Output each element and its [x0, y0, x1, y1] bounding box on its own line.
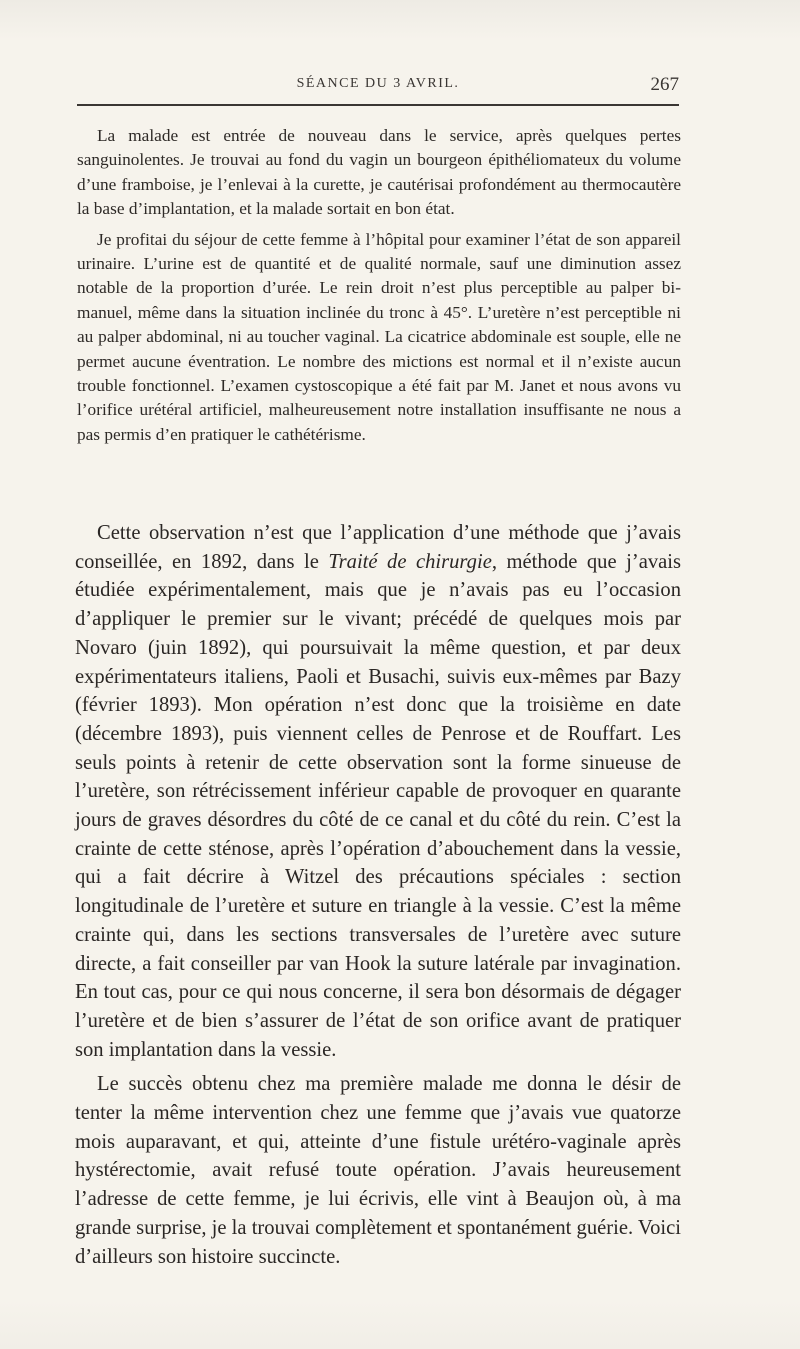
- commentary-paragraph-2: Le succès obtenu chez ma première malade me donna le désir de tenter la même intervention chez une femme que j’avais vue quatorze mois auparavant, et qui, atteinte d’une fistule urétéro-vaginale après hystérectomie, avait refusé toute opération. J’avais heureusement l’adresse de cette femme, je lui écrivis, elle vint à Beaujon où, à ma grande surprise, je la trouvai complètement et spontanément guérie. Voici d’ailleurs son histoire succincte.: [75, 1073, 681, 1268]
- commentary-p1-start: Cette observation n’est que l’application d’une méthode que j’avais conseillée, en 1892, dans le: [75, 522, 681, 573]
- header-rule: [77, 104, 679, 106]
- running-head-title: SÉANCE DU 3 AVRIL.: [296, 76, 460, 91]
- commentary-paragraph-1: [75, 519, 681, 1064]
- case-report-text: [77, 124, 681, 453]
- case-paragraph-1: La malade est entrée de nouveau dans le service, après quelques pertes sanguinolentes. Je trouvai au fond du vagin un bourgeon épithéliomateux du volume d’une framboise, je l’enlevai à la curette, je cautérisai profondément au thermocautère la base d’implantation, et la malade sortait en bon état.: [77, 126, 681, 219]
- running-head: [77, 76, 679, 100]
- page-number: 267: [650, 74, 679, 95]
- commentary-text: [75, 519, 681, 1277]
- treatise-title: Traité de chirurgie: [328, 550, 492, 573]
- commentary-p1-end: , méthode que j’avais étudiée expérimentalement, mais que je n’avais pas eu l’occasion d’appliquer le premier sur le vivant; précédé de quelques mois par Novaro (juin 1892), qui poursuivait la même question, et par deux expérimentateurs italiens, Paoli et Busachi, suivis eux-mêmes par Bazy (février 1893). Mon opération n’est donc que la troisième en date (décembre 1893), puis viennent celles de Penrose et de Rouffart. Les seuls points à retenir de cette observation sont la forme sinueuse de l’uretère, son rétrécissement inférieur capable de provoquer en quarante jours de graves désordres du côté de ce canal et du côté du rein. C’est la crainte de cette sténose, après l’opération d’abouchement dans la vessie, qui a fait décrire à Witzel des précautions spéciales : section longitudinale de l’uretère et suture en triangle à la vessie. C’est la même crainte qui, dans les sections transversales de l’uretère avec suture directe, a fait conseiller par van Hook la suture latérale par invagination. En tout cas, pour ce qui nous concerne, il sera bon désormais de dégager l’uretère et de bien s’assurer de l’état de son orifice avant de pratiquer son implantation dans la vessie.: [75, 550, 682, 1061]
- case-paragraph-2: Je profitai du séjour de cette femme à l’hôpital pour examiner l’état de son appareil urinaire. L’urine est de quantité et de qualité normale, sauf une diminution assez notable de la proportion d’urée. Le rein droit n’est plus perceptible au palper bi-manuel, même dans la situation inclinée du tronc à 45°. L’uretère n’est perceptible ni au palper abdominal, ni au toucher vaginal. La cicatrice abdominale est souple, elle ne permet aucune éventration. Le nombre des mictions est normal et il n’existe aucun trouble fonctionnel. L’examen cystoscopique a été fait par M. Janet et nous avons vu l’orifice urétéral artificiel, malheureusement notre installation insuffisante ne nous a pas permis d’en pratiquer le cathétérisme.: [77, 229, 681, 444]
